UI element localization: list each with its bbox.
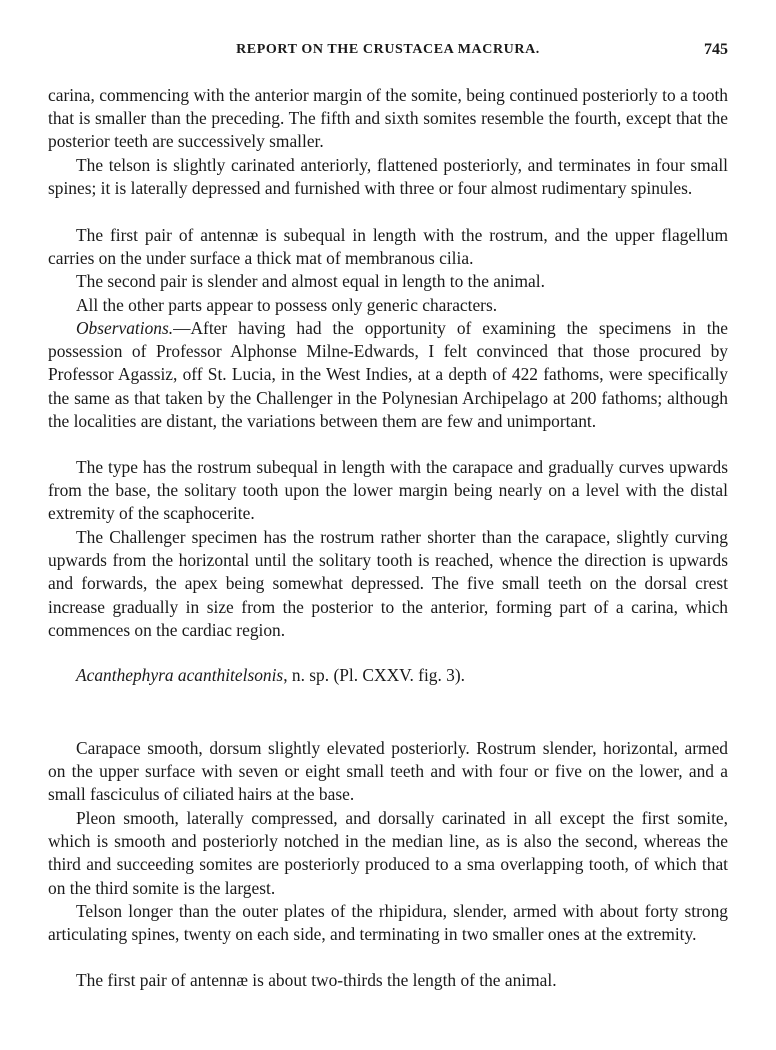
observations-text: —After having had the opportunity of examining the specimens in the possession of Professor Alphonse Milne-Edwards, I felt convinced that those procured by Professor Agassiz, off St. Lucia, in the West Indies, at a depth of 422 fathoms, were specifically the same as that taken by the Challenger in the Polynesian Archipelago at 200 fathoms; although the localities are distant, the variations between them are few and unimportant.	[48, 318, 728, 431]
paragraph-telson: The telson is slightly carinated anteriorly, flattened posteriorly, and terminates in four small spines; it is laterally depressed and furnished with three or four almost rudimentary spinules.	[48, 155, 728, 199]
paragraph-continuation: carina, commencing with the anterior margin of the somite, being continued posteriorly to a tooth that is smaller than the preceding. The fifth and sixth somites resemble the fourth, except that the posterior teeth are successively smaller.	[48, 85, 728, 152]
paragraph-challenger-specimen: The Challenger specimen has the rostrum rather shorter than the carapace, slightly curving upwards from the horizontal until the solitary tooth is reached, whence the direction is upwards and forwards, the apex being somewhat depressed. The five small teeth on the dorsal crest increase gradually in size from the posterior to the anterior, forming part of a carina, which commences on the cardiac region.	[48, 527, 728, 640]
paragraph-first-antennae: The first pair of antennæ is subequal in length with the rostrum, and the upper flagellum carries on the under surface a thick mat of membranous cilia.	[48, 225, 728, 269]
paragraph-second-pair: The second pair is slender and almost equal in length to the animal.	[76, 271, 545, 291]
page-header	[48, 42, 728, 66]
observations-label: Observations.	[76, 318, 174, 338]
paragraph-other-parts: All the other parts appear to possess only generic characters.	[76, 295, 498, 315]
paragraph-observations	[48, 317, 728, 433]
paragraph-type-rostrum: The type has the rostrum subequal in length with the carapace and gradually curves upwards from the base, the solitary tooth upon the lower margin being nearly on a level with the distal extremity of the scaphocerite.	[48, 457, 728, 524]
paragraph-pleon: Pleon smooth, laterally compressed, and dorsally carinated in all except the first somite, which is smooth and posteriorly notched in the median line, as is also the second, whereas the third and succeeding somites are posteriorly produced to a sma overlapping tooth, of which that on the third somite is the largest.	[48, 808, 728, 898]
paragraph-carapace: Carapace smooth, dorsum slightly elevated posteriorly. Rostrum slender, horizontal, armed on the upper surface with seven or eight small teeth and with four or five on the lower, and a small fasciculus of ciliated hairs at the base.	[48, 738, 728, 805]
running-title: REPORT ON THE CRUSTACEA MACRURA.	[236, 42, 540, 57]
paragraph-telson-description: Telson longer than the outer plates of the rhipidura, slender, armed with about forty strong articulating spines, twenty on each side, and terminating in two smaller ones at the extremity.	[48, 901, 728, 945]
species-heading	[76, 664, 465, 687]
page-number: 745	[704, 41, 728, 58]
paragraph-antennae-length: The first pair of antennæ is about two-thirds the length of the animal.	[76, 970, 557, 990]
species-suffix: , n. sp. (Pl. CXXV. fig. 3).	[283, 665, 466, 685]
species-name: Acanthephyra acanthitelsonis	[76, 665, 284, 685]
